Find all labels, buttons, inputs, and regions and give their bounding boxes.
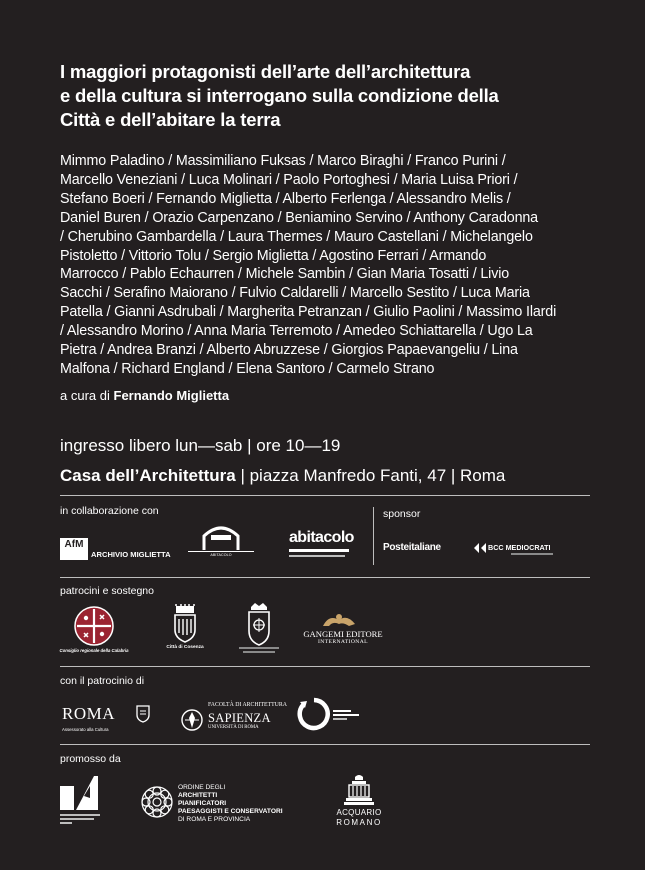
headline	[60, 60, 600, 132]
vertical-divider	[373, 507, 374, 565]
curator-prefix: a cura di	[60, 388, 110, 403]
bcc-mark-icon	[473, 542, 487, 554]
acquario-romano-logo	[330, 774, 388, 830]
consiglio-regionale-logo	[58, 606, 130, 654]
participants-line: Pistoletto / Vittorio Tolu / Sergio Miglietta / Agostino Ferrari / Armando	[60, 247, 487, 264]
ordine-rosette-icon	[140, 785, 174, 819]
cosenza-crest-icon	[160, 604, 210, 644]
headline-line-3: Città e dell’abitare la terra	[60, 109, 281, 130]
bcc-text: BCC MEDIOCRATI	[488, 543, 551, 552]
bcc-mediocrati-logo	[473, 540, 563, 560]
citta-cosenza-logo	[160, 604, 210, 654]
roma-subtext: Assessorato alla Cultura	[62, 727, 109, 732]
archivio-miglietta-text: ARCHIVIO MIGLIETTA	[91, 550, 171, 559]
participants-line: Malfona / Richard England / Elena Santoro / Carmelo Strano	[60, 360, 435, 377]
participants-line: Daniel Buren / Orazio Carpenzano / Beniamino Servino / Anthony Caradonna	[60, 209, 538, 226]
museo-text-line-3	[333, 718, 347, 720]
participants-line: Marrocco / Pablo Echaurren / Michele Sambin / Gian Maria Tosatti / Livio	[60, 266, 510, 283]
bcc-subline	[511, 553, 553, 555]
gangemi-figure-icon	[319, 612, 359, 628]
gangemi-subtext: INTERNATIONAL	[318, 639, 368, 645]
archivio-miglietta-logo	[60, 538, 171, 562]
abitacolo-underline	[188, 551, 254, 552]
museo-text-line-2	[333, 714, 359, 716]
opening-hours: ingresso libero lun—sab | ore 10—19	[60, 436, 341, 455]
participants-line: Marcello Veneziani / Luca Molinari / Paolo Portoghesi / Maria Luisa Priori /	[60, 171, 518, 188]
sapienza-subtext: UNIVERSITÀ DI ROMA	[208, 725, 259, 730]
casa-architettura-mark-icon	[60, 776, 104, 810]
museo-text-line	[333, 710, 351, 712]
sapienza-wordmark: SAPIENZA	[208, 711, 271, 725]
gangemi-text: GANGEMI EDITORE	[303, 629, 383, 639]
participants-line: Stefano Boeri / Fernando Miglietta / Alberto Ferlenga / Alessandro Melis /	[60, 190, 511, 207]
venue-address: | piazza Manfredo Fanti, 47 | Roma	[235, 466, 506, 485]
participants-line: Pietra / Andrea Branzi / Alberto Abruzzese / Giorgios Papaevangeliu / Lina	[60, 342, 518, 359]
abitacolo-bar-2	[289, 555, 345, 557]
afm-mark: AfM	[60, 538, 88, 560]
abitacolo-institute-logo	[188, 522, 254, 564]
divider	[60, 577, 590, 578]
participants-list	[60, 152, 595, 379]
divider	[60, 666, 590, 667]
poste-italiane-logo: Posteitaliane	[383, 542, 441, 553]
consiglio-text: Consiglio regionale della Calabria	[59, 648, 129, 653]
section-label-patrocini: patrocini e sostegno	[60, 585, 154, 597]
ordine-architetti-logo	[140, 781, 310, 827]
acquario-building-icon	[344, 774, 374, 806]
crest-caption-line-2	[243, 651, 275, 653]
participants-line: Mimmo Paladino / Massimiliano Fuksas / Marco Biraghi / Franco Purini /	[60, 153, 506, 169]
casa-text-line-3	[60, 822, 72, 824]
crest-caption-line	[239, 647, 279, 649]
divider	[60, 495, 590, 496]
curator-name: Fernando Miglietta	[113, 388, 230, 403]
casa-text-line-2	[60, 818, 94, 820]
section-label-sponsor: sponsor	[383, 508, 421, 520]
venue	[60, 466, 505, 486]
sapienza-emblem-icon	[181, 708, 203, 732]
casa-architettura-logo	[60, 776, 104, 828]
acquario-text: ACQUARIO	[336, 808, 382, 817]
abitacolo-small-text: ABITACOLO	[210, 553, 232, 557]
ordine-line: PIANIFICATORI	[178, 800, 227, 807]
abitacolo-logo	[289, 530, 353, 564]
san-giovanni-in-fiore-logo	[239, 601, 279, 655]
participants-line: / Cherubino Gambardella / Laura Thermes / Mauro Castellani / Michelangelo	[60, 228, 533, 245]
headline-line-2: e della cultura si interrogano sulla condizione della	[60, 85, 499, 106]
participants-line: / Alessandro Morino / Anna Maria Terremoto / Amedeo Schiattarella / Ugo La	[60, 323, 533, 340]
participants-line: Patella / Gianni Asdrubali / Margherita Petranzan / Giulio Paolini / Massimo Ilardi	[60, 304, 557, 321]
section-label-patrocinio: con il patrocinio di	[60, 675, 145, 687]
casa-text-line	[60, 814, 100, 816]
participants-line: Sacchi / Serafino Maiorano / Fulvio Caldarelli / Marcello Sestito / Luca Maria	[60, 285, 530, 302]
museo-logo	[297, 697, 363, 731]
roma-wordmark: ROMA	[62, 704, 116, 723]
abitacolo-wordmark: abitacolo	[289, 529, 354, 546]
divider	[60, 744, 590, 745]
ordine-line: DI ROMA E PROVINCIA	[178, 816, 251, 823]
section-label-promosso: promosso da	[60, 753, 121, 765]
ordine-line: ARCHITETTI	[178, 792, 218, 799]
museo-circle-icon	[297, 697, 331, 731]
venue-name: Casa dell’Architettura	[60, 466, 236, 485]
facolta-text: FACOLTÀ DI ARCHITETTURA	[208, 702, 287, 708]
romano-text: ROMANO	[336, 818, 382, 827]
curator	[60, 388, 229, 403]
sapienza-logo	[181, 702, 287, 738]
ordine-text	[178, 784, 283, 824]
roma-shield-icon	[136, 705, 150, 723]
citta-cosenza-text: Città di Cosenza	[166, 645, 204, 650]
arch-icon	[188, 522, 254, 552]
calabria-seal-icon	[58, 606, 130, 648]
municipal-crest-icon	[239, 601, 279, 647]
section-label-collab: in collaborazione con	[60, 505, 159, 517]
roma-capitale-logo	[62, 704, 158, 736]
abitacolo-bar	[289, 549, 349, 552]
gangemi-editore-logo	[303, 612, 383, 652]
headline-line-1: I maggiori protagonisti dell’arte dell’architettura	[60, 61, 471, 82]
ordine-line: PAESAGGISTI E CONSERVATORI	[178, 808, 283, 815]
ordine-line: ORDINE DEGLI	[178, 784, 226, 791]
